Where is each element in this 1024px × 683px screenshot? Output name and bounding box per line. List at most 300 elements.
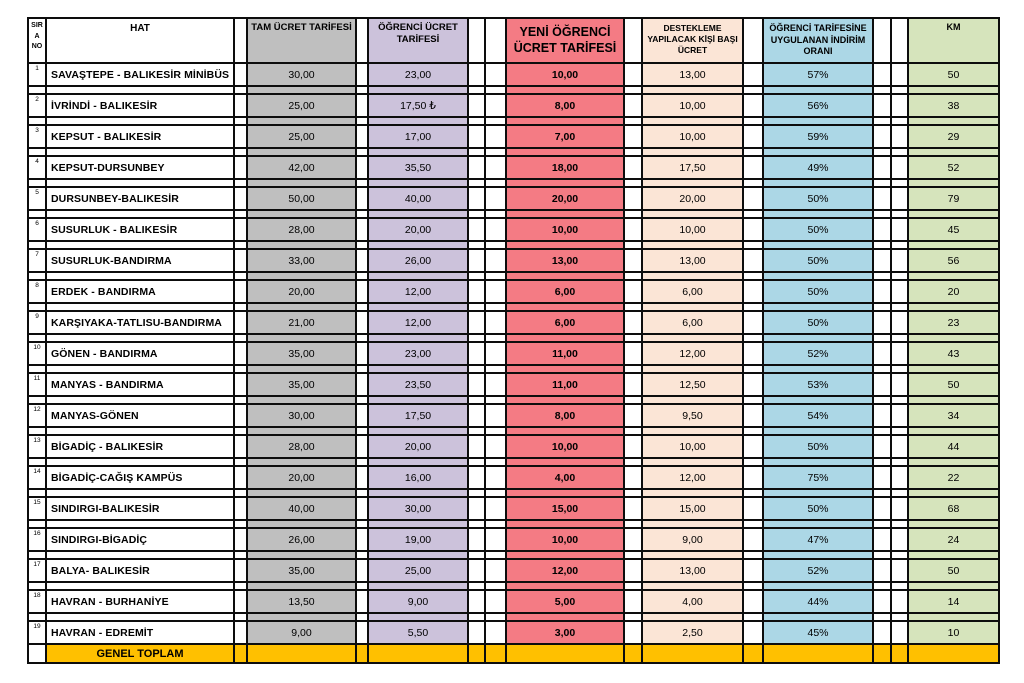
separator-cell [743,303,763,311]
separator-cell [485,590,506,613]
separator-cell [624,427,642,435]
separator-cell [468,86,485,94]
header-row [28,18,999,63]
spacer-row [28,365,999,373]
separator-cell [485,210,506,218]
student-fare-value: 35,50 [368,156,468,179]
grand-total-label: GENEL TOPLAM [46,644,234,663]
row-number: 7 [28,249,46,272]
full-fare-value: 13,50 [247,590,356,613]
new-student-fare-value: 12,00 [506,559,624,582]
separator-cell [234,551,247,559]
separator-cell [356,582,368,590]
separator-cell [763,458,873,466]
separator-cell [356,303,368,311]
support-per-person-value: 13,00 [642,249,743,272]
separator-cell [28,582,46,590]
separator-cell [873,334,891,342]
discount-rate-value: 56% [763,94,873,117]
separator-cell [624,148,642,156]
separator-cell [743,249,763,272]
separator-cell [873,551,891,559]
separator-cell [485,644,506,663]
separator-cell [891,427,908,435]
separator-cell [234,148,247,156]
separator-cell [891,117,908,125]
separator-cell [891,528,908,551]
separator-cell [46,210,234,218]
separator-cell [356,497,368,520]
km-value: 50 [908,63,999,86]
route-name: BİGADİÇ-CAĞIŞ KAMPÜS [46,466,234,489]
route-name: HAVRAN - EDREMİT [46,621,234,644]
spacer-row [28,489,999,497]
discount-rate-value: 50% [763,280,873,303]
separator-cell [624,210,642,218]
table-row [28,125,999,148]
table-row [28,373,999,396]
row-number: 15 [28,497,46,520]
separator-cell [763,489,873,497]
table-row [28,63,999,86]
route-name: SINDIRGI-BALIKESİR [46,497,234,520]
separator-cell [624,590,642,613]
separator-cell [873,18,891,63]
km-value: 29 [908,125,999,148]
separator-cell [873,249,891,272]
separator-cell [873,187,891,210]
full-fare-value: 28,00 [247,218,356,241]
separator-cell [908,396,999,404]
new-student-fare-value: 18,00 [506,156,624,179]
separator-cell [356,94,368,117]
header-full-fare: TAM ÜCRET TARİFESİ [247,18,356,63]
route-name: KEPSUT - BALIKESİR [46,125,234,148]
separator-cell [624,334,642,342]
separator-cell [891,559,908,582]
separator-cell [506,551,624,559]
full-fare-value: 40,00 [247,497,356,520]
separator-cell [46,365,234,373]
separator-cell [485,458,506,466]
separator-cell [356,613,368,621]
separator-cell [485,427,506,435]
route-name: BALYA- BALIKESİR [46,559,234,582]
separator-cell [891,86,908,94]
separator-cell [356,117,368,125]
separator-cell [468,218,485,241]
separator-cell [763,427,873,435]
separator-cell [873,489,891,497]
separator-cell [368,148,468,156]
full-fare-value: 26,00 [247,528,356,551]
support-per-person-value: 15,00 [642,497,743,520]
separator-cell [234,373,247,396]
separator-cell [743,94,763,117]
separator-cell [485,117,506,125]
support-per-person-value: 6,00 [642,280,743,303]
separator-cell [46,582,234,590]
separator-cell [485,520,506,528]
separator-cell [356,179,368,187]
separator-cell [485,365,506,373]
header-route: HAT [46,18,234,63]
separator-cell [506,613,624,621]
new-student-fare-value: 15,00 [506,497,624,520]
separator-cell [624,404,642,427]
separator-cell [28,303,46,311]
separator-cell [624,435,642,458]
support-per-person-value: 4,00 [642,590,743,613]
separator-cell [468,497,485,520]
table-body [28,18,999,644]
separator-cell [46,86,234,94]
student-fare-value: 23,00 [368,342,468,365]
separator-cell [624,582,642,590]
separator-cell [234,559,247,582]
support-per-person-value: 6,00 [642,311,743,334]
separator-cell [468,125,485,148]
separator-cell [234,218,247,241]
separator-cell [485,582,506,590]
separator-cell [506,520,624,528]
route-name: ERDEK - BANDIRMA [46,280,234,303]
separator-cell [356,621,368,644]
row-number: 16 [28,528,46,551]
separator-cell [356,590,368,613]
student-fare-value: 30,00 [368,497,468,520]
separator-cell [743,311,763,334]
header-support-fee: DESTEKLEME YAPILACAK KİŞİ BAŞI ÜCRET [642,18,743,63]
separator-cell [468,334,485,342]
separator-cell [356,218,368,241]
separator-cell [506,117,624,125]
separator-cell [247,303,356,311]
new-student-fare-value: 10,00 [506,63,624,86]
separator-cell [743,497,763,520]
separator-cell [247,551,356,559]
spacer-row [28,303,999,311]
table-row [28,528,999,551]
separator-cell [891,520,908,528]
separator-cell [368,179,468,187]
separator-cell [485,148,506,156]
new-student-fare-value: 11,00 [506,342,624,365]
separator-cell [891,156,908,179]
separator-cell [763,179,873,187]
full-fare-value: 20,00 [247,466,356,489]
km-value: 56 [908,249,999,272]
km-value: 24 [908,528,999,551]
separator-cell [234,435,247,458]
separator-cell [485,621,506,644]
discount-rate-value: 45% [763,621,873,644]
separator-cell [234,249,247,272]
separator-cell [891,272,908,280]
separator-cell [743,117,763,125]
separator-cell [468,582,485,590]
separator-cell [234,156,247,179]
full-fare-value: 42,00 [247,156,356,179]
separator-cell [624,373,642,396]
separator-cell [891,249,908,272]
separator-cell [873,148,891,156]
separator-cell [368,613,468,621]
separator-cell [624,280,642,303]
separator-cell [891,466,908,489]
separator-cell [873,582,891,590]
separator-cell [891,590,908,613]
full-fare-value: 20,00 [247,280,356,303]
separator-cell [624,342,642,365]
route-name: BİGADİÇ - BALIKESİR [46,435,234,458]
separator-cell [743,210,763,218]
student-fare-value: 40,00 [368,187,468,210]
separator-cell [743,179,763,187]
separator-cell [624,241,642,249]
separator-cell [506,458,624,466]
separator-cell [368,272,468,280]
separator-cell [368,489,468,497]
separator-cell [485,179,506,187]
separator-cell [368,520,468,528]
separator-cell [624,249,642,272]
separator-cell [763,303,873,311]
separator-cell [763,148,873,156]
separator-cell [485,311,506,334]
separator-cell [356,311,368,334]
separator-cell [247,427,356,435]
separator-cell [891,63,908,86]
separator-cell [624,559,642,582]
spacer-row [28,241,999,249]
separator-cell [743,621,763,644]
full-fare-value: 25,00 [247,94,356,117]
separator-cell [368,86,468,94]
student-fare-value: 17,00 [368,125,468,148]
table-row [28,249,999,272]
separator-cell [46,613,234,621]
separator-cell [642,427,743,435]
separator-cell [468,590,485,613]
separator-cell [234,621,247,644]
separator-cell [28,210,46,218]
separator-cell [624,489,642,497]
tariff-sheet [27,17,1000,664]
new-student-fare-value: 20,00 [506,187,624,210]
table-row [28,590,999,613]
separator-cell [908,427,999,435]
separator-cell [891,210,908,218]
new-student-fare-value: 8,00 [506,404,624,427]
student-fare-value: 17,50 [368,404,468,427]
separator-cell [468,621,485,644]
discount-rate-value: 50% [763,218,873,241]
separator-cell [873,342,891,365]
discount-rate-value: 52% [763,342,873,365]
separator-cell [624,466,642,489]
separator-cell [891,551,908,559]
separator-cell [356,396,368,404]
separator-cell [468,373,485,396]
separator-cell [468,613,485,621]
separator-cell [46,427,234,435]
separator-cell [891,621,908,644]
separator-cell [485,559,506,582]
separator-cell [368,582,468,590]
separator-cell [28,396,46,404]
separator-cell [468,528,485,551]
route-name: DURSUNBEY-BALIKESİR [46,187,234,210]
separator-cell [468,520,485,528]
separator-cell [46,272,234,280]
separator-cell [873,528,891,551]
table-row [28,280,999,303]
separator-cell [234,590,247,613]
separator-cell [46,458,234,466]
support-per-person-value: 10,00 [642,435,743,458]
full-fare-value: 28,00 [247,435,356,458]
separator-cell [234,94,247,117]
separator-cell [642,582,743,590]
separator-cell [468,117,485,125]
route-name: KARŞIYAKA-TATLISU-BANDIRMA [46,311,234,334]
new-student-fare-value: 6,00 [506,311,624,334]
discount-rate-value: 50% [763,435,873,458]
separator-cell [468,94,485,117]
separator-cell [624,86,642,94]
separator-cell [247,86,356,94]
separator-cell [46,241,234,249]
header-student-fare: ÖĞRENCİ ÜCRET TARİFESİ [368,18,468,63]
separator-cell [642,551,743,559]
separator-cell [485,396,506,404]
separator-cell [743,435,763,458]
separator-cell [624,365,642,373]
separator-cell [873,373,891,396]
separator-cell [247,210,356,218]
separator-cell [873,280,891,303]
separator-cell [873,311,891,334]
header-discount-rate: ÖĞRENCİ TARİFESİNE UYGULANAN İNDİRİM ORANI [763,18,873,63]
separator-cell [356,373,368,396]
full-fare-value: 35,00 [247,559,356,582]
separator-cell [908,272,999,280]
spacer-row [28,272,999,280]
table-row [28,218,999,241]
fare-tariff-table [27,17,1000,664]
separator-cell [356,187,368,210]
separator-cell [368,551,468,559]
separator-cell [368,334,468,342]
separator-cell [468,551,485,559]
separator-cell [506,210,624,218]
separator-cell [356,365,368,373]
separator-cell [28,458,46,466]
footer-cell [763,644,873,663]
separator-cell [468,148,485,156]
separator-cell [891,458,908,466]
separator-cell [908,86,999,94]
separator-cell [642,303,743,311]
table-row [28,187,999,210]
separator-cell [234,86,247,94]
separator-cell [642,458,743,466]
separator-cell [368,458,468,466]
km-value: 50 [908,373,999,396]
separator-cell [468,458,485,466]
separator-cell [642,272,743,280]
footer-cell [368,644,468,663]
spacer-row [28,179,999,187]
separator-cell [624,396,642,404]
table-row [28,435,999,458]
separator-cell [28,427,46,435]
separator-cell [46,396,234,404]
separator-cell [891,497,908,520]
separator-cell [624,644,642,663]
new-student-fare-value: 10,00 [506,435,624,458]
separator-cell [485,342,506,365]
separator-cell [763,582,873,590]
separator-cell [485,63,506,86]
separator-cell [46,551,234,559]
table-row [28,342,999,365]
separator-cell [468,644,485,663]
separator-cell [873,156,891,179]
separator-cell [234,187,247,210]
grand-total-row [28,644,999,663]
km-value: 10 [908,621,999,644]
separator-cell [873,559,891,582]
support-per-person-value: 20,00 [642,187,743,210]
separator-cell [234,18,247,63]
separator-cell [908,303,999,311]
support-per-person-value: 2,50 [642,621,743,644]
new-student-fare-value: 4,00 [506,466,624,489]
full-fare-value: 9,00 [247,621,356,644]
separator-cell [506,303,624,311]
discount-rate-value: 50% [763,311,873,334]
separator-cell [743,63,763,86]
separator-cell [356,528,368,551]
separator-cell [485,466,506,489]
separator-cell [485,280,506,303]
discount-rate-value: 59% [763,125,873,148]
separator-cell [891,435,908,458]
separator-cell [763,241,873,249]
full-fare-value: 35,00 [247,342,356,365]
separator-cell [46,117,234,125]
separator-cell [485,156,506,179]
separator-cell [908,613,999,621]
km-value: 79 [908,187,999,210]
separator-cell [468,311,485,334]
separator-cell [506,396,624,404]
separator-cell [356,559,368,582]
separator-cell [763,272,873,280]
separator-cell [873,520,891,528]
row-number: 4 [28,156,46,179]
separator-cell [873,396,891,404]
separator-cell [485,218,506,241]
new-student-fare-value: 3,00 [506,621,624,644]
separator-cell [234,280,247,303]
separator-cell [743,365,763,373]
separator-cell [763,396,873,404]
separator-cell [891,311,908,334]
separator-cell [873,435,891,458]
